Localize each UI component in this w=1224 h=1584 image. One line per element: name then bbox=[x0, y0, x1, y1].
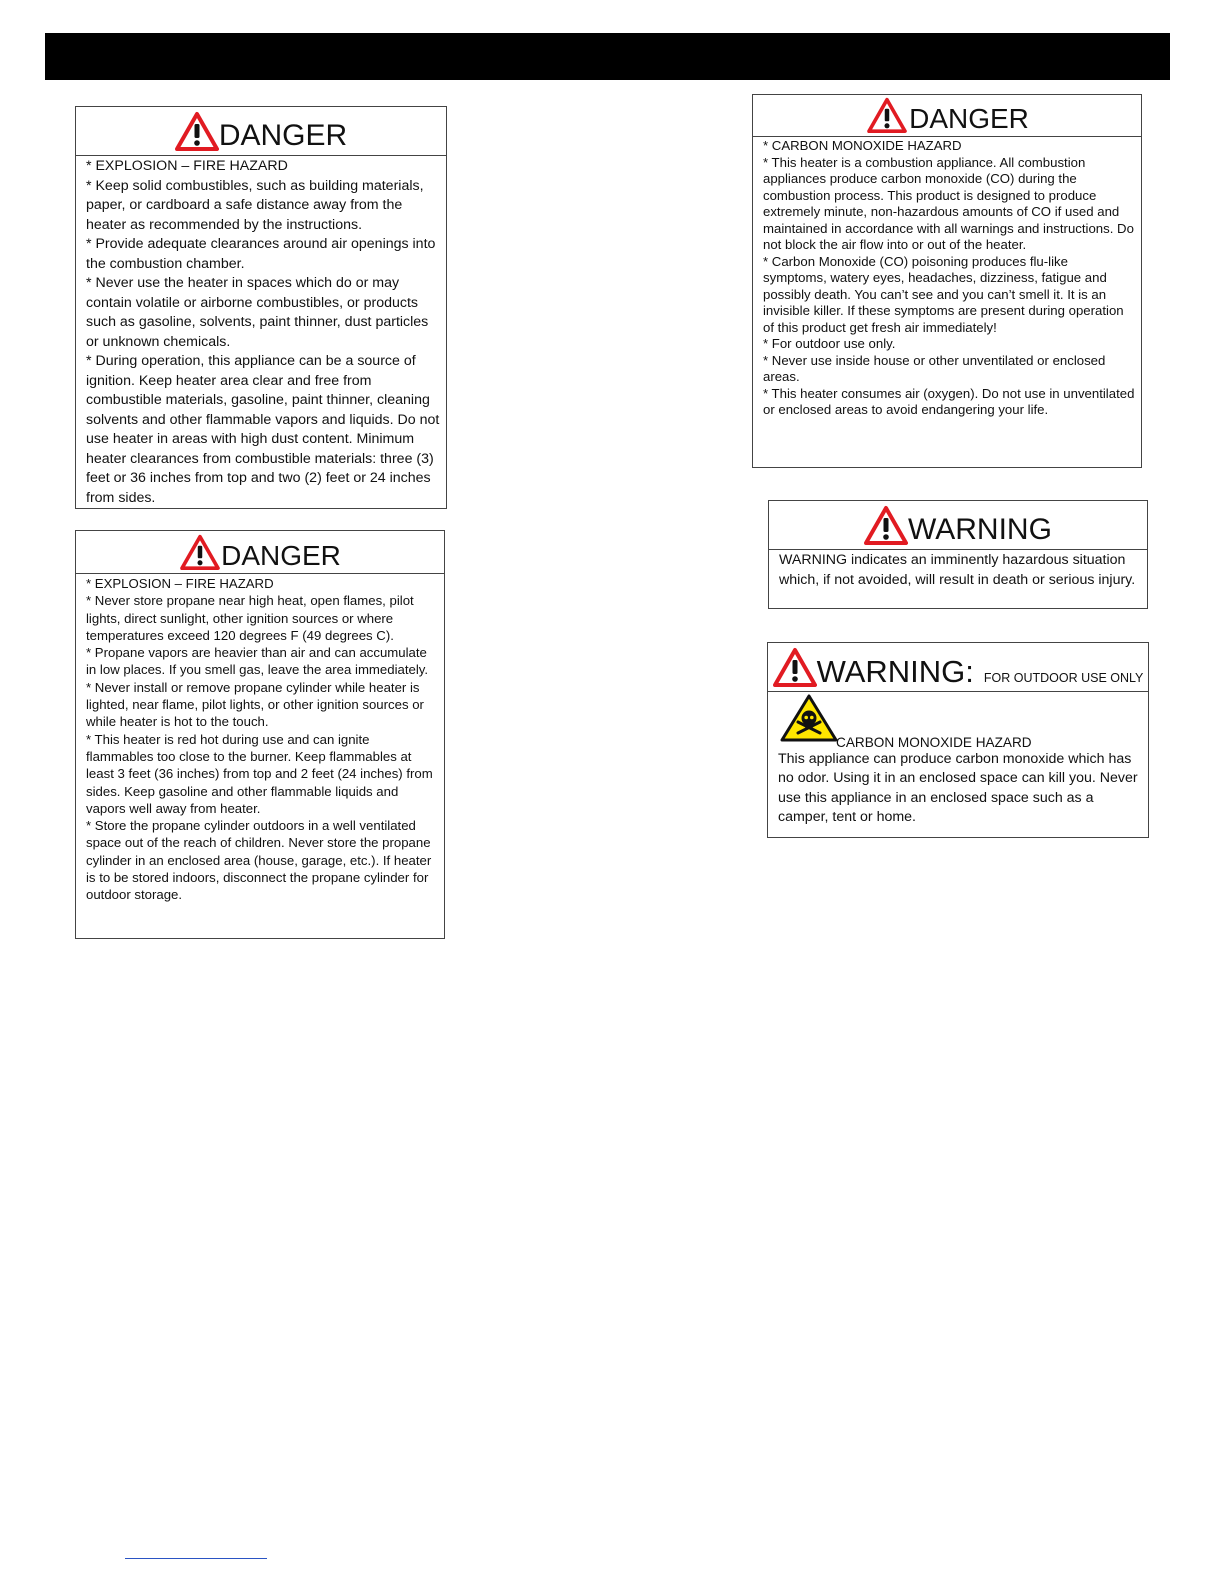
label-paragraph: * Keep solid combustibles, such as building materials, paper, or cardboard a safe distance away from the heater as recommended by the instructions. bbox=[86, 177, 424, 233]
label-header bbox=[76, 107, 446, 156]
label-paragraph: This appliance can produce carbon monoxide which has no odor. Using it in an enclosed space can kill you. Never use this appliance in an enclosed space such as a camper, tent or home. bbox=[778, 751, 1138, 825]
label-paragraph: * For outdoor use only. bbox=[763, 336, 896, 351]
label-header bbox=[753, 95, 1141, 137]
label-paragraph: * This heater is red hot during use and can ignite flammables too close to the burner. Keep flammables at least 3 feet (36 inches) from top and 2 feet (24 inches) from sides. Keep gasoline and other flammable liquids and vapors well away from heater. bbox=[86, 731, 433, 816]
label-paragraph: * Carbon Monoxide (CO) poisoning produces flu-like symptoms, watery eyes, headaches, dizziness, fatigue and possibly death. You can’t see and you can’t smell it. It is an invisible killer. If these symptoms are present during operation of this product get fresh air immediately! bbox=[763, 253, 1124, 335]
label-paragraph: WARNING indicates an imminently hazardous situation which, if not avoided, will result in death or serious injury. bbox=[779, 552, 1136, 588]
signal-subheading: FOR OUTDOOR USE ONLY bbox=[983, 671, 1144, 685]
label-paragraph: * Provide adequate clearances around air openings into the combustion chamber. bbox=[86, 236, 436, 272]
warning-definition-label bbox=[768, 500, 1148, 609]
danger-label-carbon-monoxide bbox=[752, 94, 1142, 468]
hazard-type: * EXPLOSION – FIRE HAZARD bbox=[86, 576, 274, 591]
label-paragraph: * Store the propane cylinder outdoors in a well ventilated space out of the reach of children. Never store the propane cylinder in an enclosed area (house, garage, etc.). If heater is to be stored indoors, disconnect the propane cylinder for outdoor storage. bbox=[86, 818, 432, 903]
signal-word: WARNING bbox=[908, 513, 1052, 546]
hazard-type: * CARBON MONOXIDE HAZARD bbox=[763, 138, 962, 153]
label-paragraph: * This heater is a combustion appliance. All combustion appliances produce carbon monoxide (CO) during the combustion process. This product is designed to produce extremely minute, non-hazardous amounts of CO if used and maintained in accordance with all warnings and instructions. Do not block the air flow into or out of the heater. bbox=[763, 154, 1134, 252]
label-body bbox=[768, 750, 1148, 827]
label-paragraph: * During operation, this appliance can be a source of ignition. Keep heater area clear and free from combustible materials, gasoline, paint thinner, cleaning solvents and other flammable vapors and liquids. Do not use heater in areas with high dust content. Minimum heater clearances from combustible materials: three (3) feet or 36 inches from top and two (2) feet or 24 inches from sides. bbox=[86, 353, 440, 506]
signal-word: DANGER bbox=[218, 119, 348, 152]
label-paragraph: * Never use inside house or other unventilated or enclosed areas. bbox=[763, 352, 1106, 384]
header-bar bbox=[45, 33, 1170, 80]
label-paragraph: * Never install or remove propane cylinder while heater is lighted, near flame, pilot lights, or other ignition sources or while heater is hot to the touch. bbox=[86, 679, 424, 730]
exclamation-triangle-icon bbox=[773, 647, 817, 687]
label-paragraph: * Never use the heater in spaces which do or may contain volatile or airborne combustibles, or products such as gasoline, solvents, paint thinner, dust particles or unknown chemicals. bbox=[86, 275, 429, 350]
signal-word: DANGER bbox=[221, 540, 341, 571]
label-header bbox=[76, 531, 444, 574]
label-header bbox=[768, 643, 1148, 692]
label-paragraph: * Propane vapors are heavier than air and can accumulate in low places. If you smell gas, leave the area immediately. bbox=[86, 645, 429, 678]
label-body bbox=[76, 156, 446, 508]
footer-link-underline[interactable] bbox=[125, 1558, 267, 1559]
exclamation-triangle-icon bbox=[179, 534, 221, 570]
hazard-type: * EXPLOSION – FIRE HAZARD bbox=[86, 158, 288, 174]
danger-label-explosion-fire-2 bbox=[75, 530, 445, 939]
skull-crossbones-icon bbox=[780, 694, 838, 742]
exclamation-triangle-icon bbox=[865, 97, 909, 133]
label-paragraph: * This heater consumes air (oxygen). Do not use in unventilated or enclosed areas to avoid endangering your life. bbox=[763, 385, 1135, 417]
hazard-title: CARBON MONOXIDE HAZARD bbox=[836, 735, 1032, 750]
danger-label-explosion-fire-1 bbox=[75, 106, 447, 509]
label-body bbox=[76, 574, 444, 904]
label-body bbox=[753, 137, 1141, 419]
signal-word: WARNING: bbox=[816, 654, 974, 689]
exclamation-triangle-icon bbox=[864, 505, 908, 545]
label-header bbox=[769, 501, 1147, 550]
label-paragraph: * Never store propane near high heat, open flames, pilot lights, direct sunlight, other ignition sources or where temperatures exceed 120 degrees F (49 degrees C). bbox=[86, 593, 414, 643]
exclamation-triangle-icon bbox=[175, 111, 219, 151]
label-body bbox=[769, 550, 1147, 590]
warning-outdoor-use-label bbox=[767, 642, 1149, 838]
signal-word: DANGER bbox=[909, 103, 1029, 134]
co-hazard-area bbox=[768, 692, 1148, 750]
